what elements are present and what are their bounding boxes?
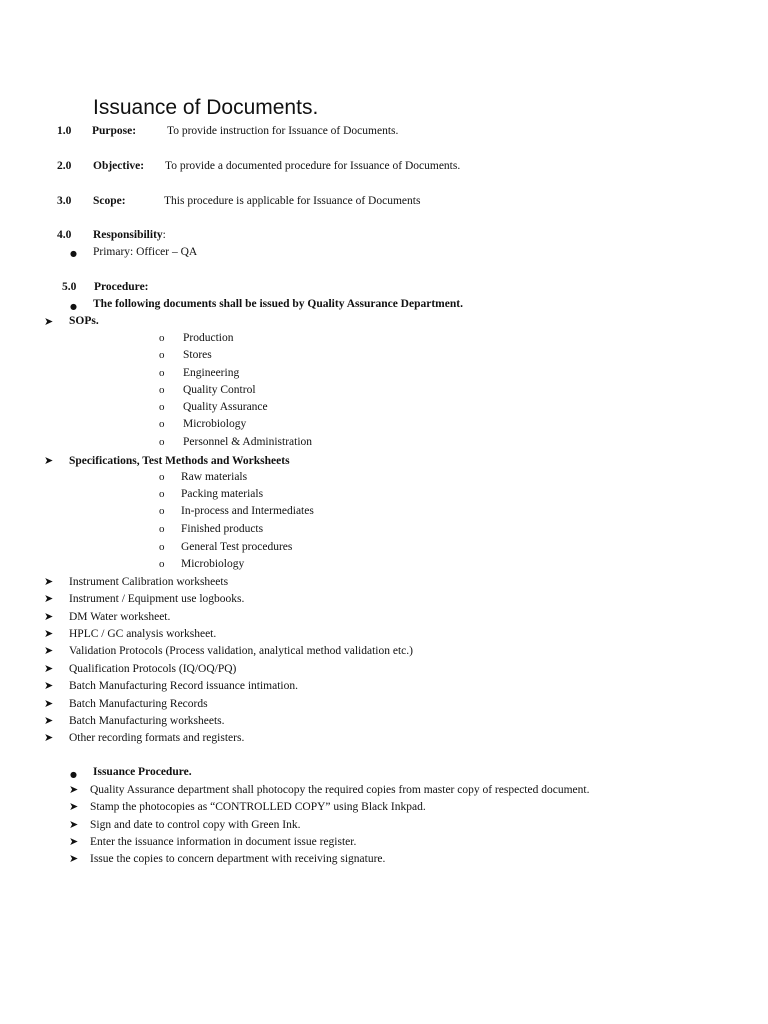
section-4-colon: : bbox=[162, 229, 166, 241]
issuance-heading: Issuance Procedure. bbox=[93, 766, 192, 778]
circle-bullet-icon: o bbox=[159, 401, 165, 413]
circle-bullet-icon: o bbox=[159, 367, 165, 379]
circle-bullet-icon: o bbox=[159, 418, 165, 430]
sop-item: Engineering bbox=[183, 367, 240, 379]
circle-bullet-icon: o bbox=[159, 436, 165, 448]
bullet-icon: ● bbox=[70, 302, 77, 311]
spec-item: General Test procedures bbox=[181, 541, 293, 553]
issuance-step: Stamp the photocopies as “CONTROLLED COPY” using Black Inkpad. bbox=[90, 801, 426, 813]
document-item: Batch Manufacturing Record issuance intimation. bbox=[69, 680, 298, 692]
section-4-heading bbox=[93, 229, 166, 241]
arrow-bullet-icon: ➤ bbox=[69, 818, 79, 831]
arrow-bullet-icon: ➤ bbox=[44, 315, 54, 328]
arrow-bullet-icon: ➤ bbox=[44, 679, 54, 692]
section-5-number: 5.0 bbox=[62, 281, 77, 293]
sop-item: Microbiology bbox=[183, 418, 247, 430]
section-2-text: To provide a documented procedure for Issuance of Documents. bbox=[165, 160, 461, 172]
arrow-bullet-icon: ➤ bbox=[69, 852, 79, 865]
sop-item: Production bbox=[183, 332, 234, 344]
arrow-bullet-icon: ➤ bbox=[44, 575, 54, 588]
section-4-label: Responsibility bbox=[93, 229, 163, 241]
document-item: Instrument / Equipment use logbooks. bbox=[69, 593, 245, 605]
document-title: Issuance of Documents. bbox=[93, 96, 319, 119]
responsibility-primary: Primary: Officer – QA bbox=[93, 246, 198, 258]
sop-item: Quality Assurance bbox=[183, 401, 268, 413]
arrow-bullet-icon: ➤ bbox=[44, 697, 54, 710]
document-item: HPLC / GC analysis worksheet. bbox=[69, 628, 217, 640]
section-2-label: Objective: bbox=[93, 160, 145, 172]
circle-bullet-icon: o bbox=[159, 471, 165, 483]
document-item: Other recording formats and registers. bbox=[69, 732, 245, 744]
spec-item: Microbiology bbox=[181, 558, 245, 570]
circle-bullet-icon: o bbox=[159, 523, 165, 535]
issuance-step: Quality Assurance department shall photocopy the required copies from master copy of respected document. bbox=[90, 784, 590, 796]
section-1-number: 1.0 bbox=[57, 125, 72, 137]
issuance-step: Enter the issuance information in document issue register. bbox=[90, 836, 357, 848]
arrow-bullet-icon: ➤ bbox=[44, 714, 54, 727]
circle-bullet-icon: o bbox=[159, 541, 165, 553]
arrow-bullet-icon: ➤ bbox=[69, 783, 79, 796]
spec-item: In-process and Intermediates bbox=[181, 505, 314, 517]
arrow-bullet-icon: ➤ bbox=[44, 662, 54, 675]
section-3-label: Scope: bbox=[93, 195, 126, 207]
procedure-intro: The following documents shall be issued by Quality Assurance Department. bbox=[93, 298, 463, 310]
arrow-bullet-icon: ➤ bbox=[44, 610, 54, 623]
circle-bullet-icon: o bbox=[159, 349, 165, 361]
section-4-number: 4.0 bbox=[57, 229, 72, 241]
document-item: Batch Manufacturing worksheets. bbox=[69, 715, 225, 727]
sop-item: Quality Control bbox=[183, 384, 256, 396]
bullet-icon: ● bbox=[70, 249, 77, 258]
document-item: Validation Protocols (Process validation, analytical method validation etc.) bbox=[69, 645, 413, 657]
issuance-step: Issue the copies to concern department with receiving signature. bbox=[90, 853, 386, 865]
arrow-bullet-icon: ➤ bbox=[44, 592, 54, 605]
section-1-label: Purpose: bbox=[92, 125, 137, 137]
circle-bullet-icon: o bbox=[159, 488, 165, 500]
section-3-text: This procedure is applicable for Issuance of Documents bbox=[164, 195, 421, 207]
arrow-bullet-icon: ➤ bbox=[69, 835, 79, 848]
circle-bullet-icon: o bbox=[159, 505, 165, 517]
arrow-bullet-icon: ➤ bbox=[69, 800, 79, 813]
arrow-bullet-icon: ➤ bbox=[44, 644, 54, 657]
circle-bullet-icon: o bbox=[159, 558, 165, 570]
section-1-text: To provide instruction for Issuance of Documents. bbox=[167, 125, 399, 137]
sops-heading: SOPs. bbox=[69, 315, 99, 327]
document-item: Qualification Protocols (IQ/OQ/PQ) bbox=[69, 663, 237, 675]
circle-bullet-icon: o bbox=[159, 384, 165, 396]
document-item: Instrument Calibration worksheets bbox=[69, 576, 229, 588]
arrow-bullet-icon: ➤ bbox=[44, 454, 54, 467]
section-2-number: 2.0 bbox=[57, 160, 72, 172]
circle-bullet-icon: o bbox=[159, 332, 165, 344]
arrow-bullet-icon: ➤ bbox=[44, 731, 54, 744]
bullet-icon: ● bbox=[70, 770, 77, 779]
section-3-number: 3.0 bbox=[57, 195, 72, 207]
document-item: Batch Manufacturing Records bbox=[69, 698, 208, 710]
spec-item: Packing materials bbox=[181, 488, 264, 500]
sop-item: Personnel & Administration bbox=[183, 436, 313, 448]
specs-heading: Specifications, Test Methods and Worksheets bbox=[69, 455, 290, 467]
document-item: DM Water worksheet. bbox=[69, 611, 171, 623]
section-5-label: Procedure: bbox=[94, 281, 149, 293]
issuance-step: Sign and date to control copy with Green Ink. bbox=[90, 819, 301, 831]
sop-item: Stores bbox=[183, 349, 212, 361]
spec-item: Raw materials bbox=[181, 471, 248, 483]
arrow-bullet-icon: ➤ bbox=[44, 627, 54, 640]
spec-item: Finished products bbox=[181, 523, 264, 535]
